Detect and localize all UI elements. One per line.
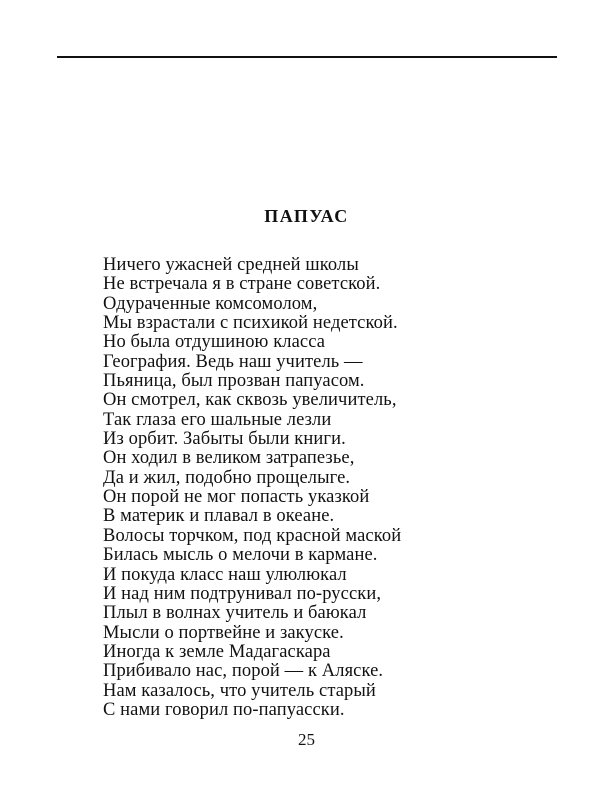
poem-line: С нами говорил по-папуасски. — [103, 699, 345, 720]
poem-line: Нам казалось, что учитель старый — [103, 680, 376, 701]
poem-line: Из орбит. Забыты были книги. — [103, 429, 346, 450]
poem-line: Иногда к земле Мадагаскара — [103, 641, 331, 662]
poem-line: Пьяница, был прозван папуасом. — [103, 371, 365, 392]
poem-line: Он порой не мог попасть указкой — [103, 487, 370, 508]
poem-body — [103, 256, 401, 720]
poem-line: Одураченные комсомолом, — [103, 293, 318, 314]
poem-line: Так глаза его шальные лезли — [103, 409, 332, 430]
poem-line: Билась мысль о мелочи в кармане. — [103, 545, 378, 566]
poem-line: В материк и плавал в океане. — [103, 506, 335, 527]
poem-line: Да и жил, подобно прощелыге. — [103, 467, 351, 488]
poem-line: Плыл в волнах учитель и баюкал — [103, 603, 367, 624]
poem-line: И над ним подтрунивал по-русски, — [103, 583, 382, 604]
poem-line: Он смотрел, как сквозь увеличитель, — [103, 390, 397, 411]
poem-title: ПАПУАС — [264, 206, 349, 226]
poem-line: География. Ведь наш учитель — — [103, 351, 363, 372]
poem-line: Не встречала я в стране советской. — [103, 274, 381, 295]
poem-line: Мысли о портвейне и закуске. — [103, 622, 344, 643]
poem-line: И покуда класс наш улюлюкал — [103, 564, 347, 585]
poem-line: Мы взрастали с психикой недетской. — [103, 313, 398, 334]
poem-line: Волосы торчком, под красной маской — [103, 525, 402, 546]
poem-line: Но была отдушиною класса — [103, 332, 326, 353]
top-rule — [57, 56, 557, 58]
poem-line: Он ходил в великом затрапезье, — [103, 448, 355, 469]
page-number: 25 — [298, 730, 315, 749]
poem-line: Прибивало нас, порой — к Аляске. — [103, 661, 384, 682]
poem-line: Ничего ужасней средней школы — [103, 255, 359, 275]
